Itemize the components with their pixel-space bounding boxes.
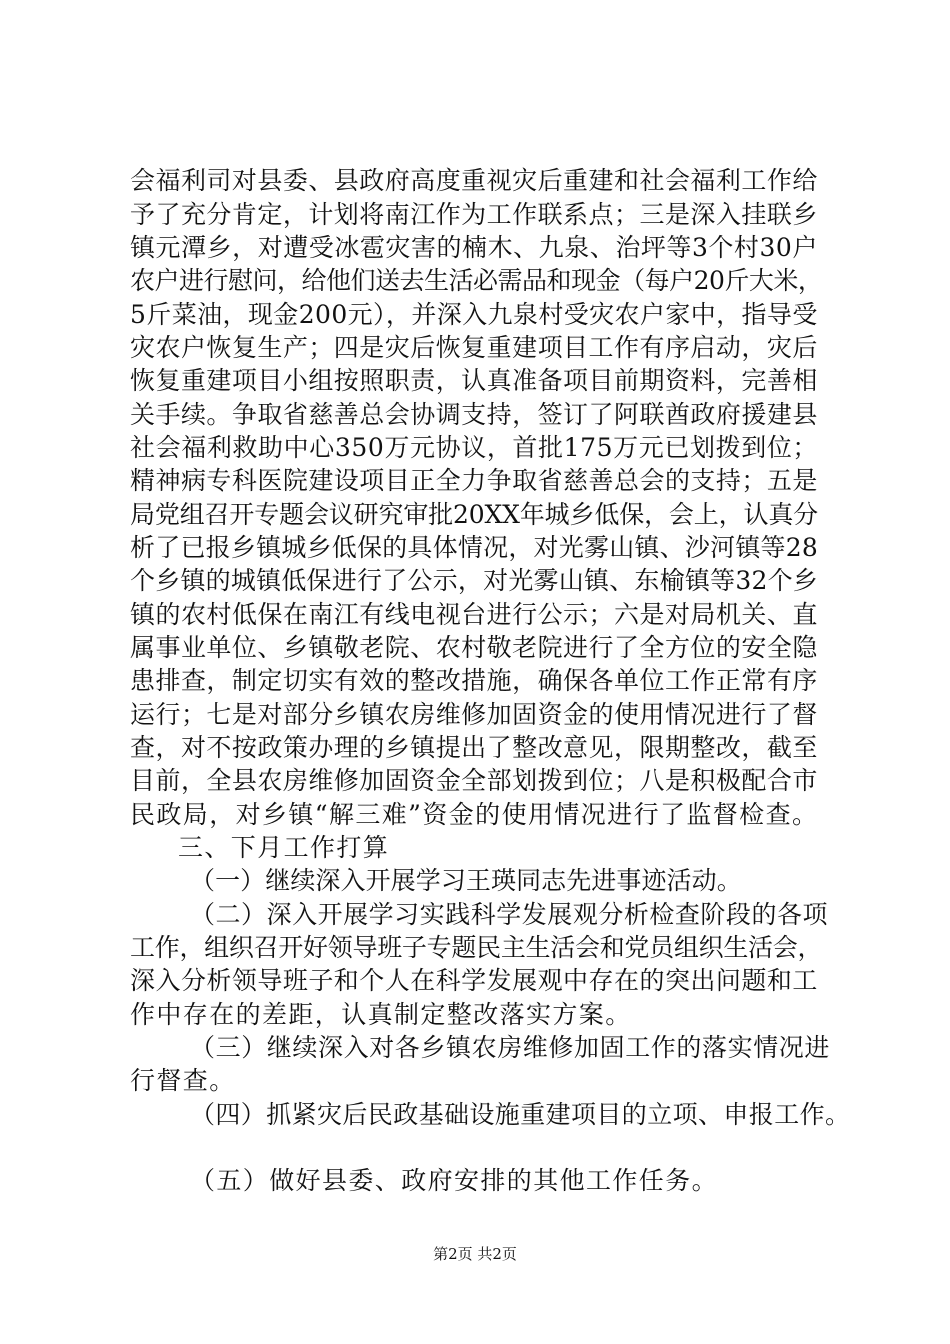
page-footer [0, 1244, 950, 1264]
text-line: （五）做好县委、政府安排的其他工作任务。 [190, 1166, 719, 1195]
text-line: 局党组召开专题会议研究审批20XX年城乡低保，会上，认真分 [130, 500, 819, 529]
text-line: （二）深入开展学习实践科学发展观分析检查阶段的各项 [190, 900, 829, 929]
text-line: 灾农户恢复生产；四是灾后恢复重建项目工作有序启动，灾后 [130, 333, 818, 362]
text-line: 予了充分肯定，计划将南江作为工作联系点；三是深入挂联乡 [130, 200, 818, 229]
text-line: 行督查。 [130, 1066, 236, 1095]
text-line: 三、下月工作打算 [178, 833, 390, 862]
page-total: 共2页 [477, 1245, 517, 1263]
text-line: 镇的农村低保在南江有线电视台进行公示；六是对局机关、直 [130, 600, 818, 629]
text-line: 社会福利救助中心350万元协议，首批175万元已划拨到位； [130, 433, 819, 462]
text-line: 运行；七是对部分乡镇农房维修加固资金的使用情况进行了督 [130, 700, 818, 729]
text-line: 农户进行慰问，给他们送去生活必需品和现金（每户20斤大米， [130, 266, 823, 295]
text-line: 会福利司对县委、县政府高度重视灾后重建和社会福利工作给 [130, 166, 818, 195]
text-line: 作中存在的差距，认真制定整改落实方案。 [130, 1000, 632, 1029]
text-line: 工作，组织召开好领导班子专题民主生活会和党员组织生活会， [130, 933, 823, 962]
text-line: 属事业单位、乡镇敬老院、农村敬老院进行了全方位的安全隐 [130, 633, 818, 662]
text-line: 民政局，对乡镇“解三难”资金的使用情况进行了监督检查。 [130, 800, 819, 829]
text-line: （一）继续深入开展学习王瑛同志先进事迹活动。 [190, 866, 742, 895]
text-line: （三）继续深入对各乡镇农房维修加固工作的落实情况进 [190, 1033, 831, 1062]
text-line: 个乡镇的城镇低保进行了公示，对光雾山镇、东榆镇等32个乡 [130, 566, 819, 595]
text-line: （四）抓紧灾后民政基础设施重建项目的立项、申报工作。 [190, 1100, 851, 1129]
text-line: 查，对不按政策办理的乡镇提出了整改意见，限期整改，截至 [130, 733, 818, 762]
text-line: 5斤菜油，现金200元），并深入九泉村受灾农户家中，指导受 [130, 300, 818, 329]
text-line: 患排查，制定切实有效的整改措施，确保各单位工作正常有序 [130, 666, 818, 695]
text-line: 析了已报乡镇城乡低保的具体情况，对光雾山镇、沙河镇等28 [130, 533, 819, 562]
text-line: 恢复重建项目小组按照职责，认真准备项目前期资料，完善相 [130, 366, 818, 395]
text-line: 关手续。争取省慈善总会协调支持，签订了阿联酋政府援建县 [130, 400, 818, 429]
text-line: 镇元潭乡，对遭受冰雹灾害的楠木、九泉、治坪等3个村30户 [130, 233, 818, 262]
text-line: 深入分析领导班子和个人在科学发展观中存在的突出问题和工 [130, 966, 818, 995]
page-number: 第2页 [433, 1245, 473, 1263]
text-line: 目前，全县农房维修加固资金全部划拨到位；八是积极配合市 [130, 766, 818, 795]
text-line: 精神病专科医院建设项目正全力争取省慈善总会的支持；五是 [130, 466, 818, 495]
